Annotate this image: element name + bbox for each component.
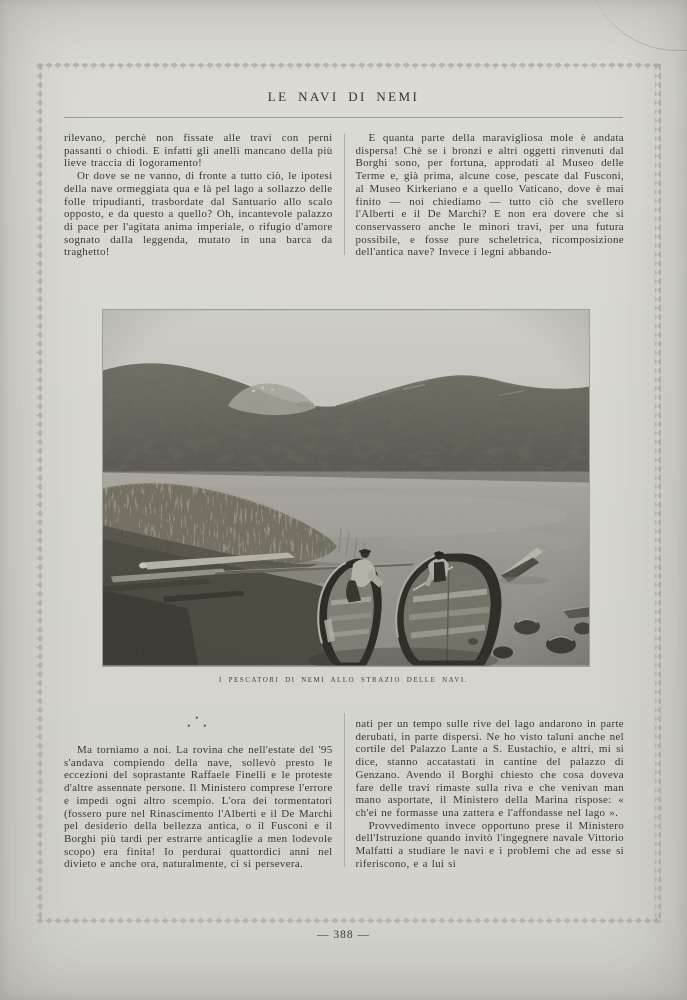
paragraph: nati per un tempo sulle rive del lago andarono in parte derubati, in parte dispersi. Ne ho visto taluni anche nel cortile del Palazzo Lante a S. Eustachio, e altri, mi si dice, stanno accatastati in cantine del palazzo di Genzano. Avendo il Borghi chiesto che cosa doveva fare delle travi rimaste sulla riva e che venivan man mano asportate, il Ministero della Marina rispose: « ch'ei ne formasse una zattera e l'affondasse nel lago ». [355, 718, 624, 819]
bottom-left-column [64, 711, 333, 871]
border-bottom [36, 917, 661, 923]
lake-nemi-photograph [103, 310, 589, 666]
bottom-right-column [356, 711, 625, 871]
page-header-title: LE NAVI DI NEMI [267, 89, 420, 104]
header-rule [64, 117, 623, 118]
asterism-dot: • [187, 721, 191, 731]
page-number: — 388 — [317, 929, 370, 941]
paragraph: Or dove se ne vanno, di fronte a tutto ciò, le ipotesi della nave ormeggiata qua e là pel lago a sollazzo delle folle tripudianti, trasbordate dal Santuario allo scalo opposto, e da questo a quello? Oh, incantevole palazzo di pace per l'agitata anima imperiale, o rifugio d'amore sognato dalla leggenda, mutato in una barca da traghetto! [64, 170, 333, 259]
paragraph: rilevano, perchè non fissate alle travi con perni passanti o chiodi. E infatti gli anelli mancano della più lieve traccia di logoramento! [64, 132, 333, 170]
border-top [36, 63, 661, 69]
top-left-column [64, 132, 333, 259]
asterism-dot: • [203, 721, 207, 731]
column-divider [344, 134, 345, 255]
photo-grain [103, 311, 589, 666]
top-right-column [356, 132, 625, 259]
paragraph: Ma torniamo a noi. La rovina che nell'estate del '95 s'andava compiendo della nave, sollevò presto le eccezioni del soprastante Raffaele Finelli e le proteste d'altre assennate persone. Il Ministero comprese l'errore e impedì ogni altro scempio. L'ora dei tormentatori (fossero pure nel Rinascimento l'Alberti e il De Marchi pel desiderio della bellezza antica, o il Fusconi e il Borghi più tardi per estrarre anticaglie a men lodevole scopo) era finita! Io perdurai quattordici anni nel divieto e anche ora, naturalmente, ci si persevera. [64, 744, 333, 871]
asterism-divider [183, 714, 213, 735]
top-text-section [64, 132, 624, 259]
column-divider [344, 713, 345, 867]
border-left [36, 63, 42, 923]
paragraph: Provvedimento invece opportuno prese il Ministero dell'Istruzione quando invitò l'ingegnere navale Vittorio Malfatti a studiare le navi e i problemi che ad esse si riferiscono, e a lui si [355, 819, 624, 870]
paragraph: E quanta parte della maravigliosa mole è andata dispersa! Chè se i bronzi e altri oggetti rinvenuti dal Borghi sono, per fortuna, approdati al Museo delle Terme e, già prima, alcune cose, pescate dal Fusconi, al Museo Kirkeriano e a quello Vaticano, dove è mai finito — noi chiediamo — tutto ciò che svellero l'Alberti e il De Marchi? E non era dovere che si conservassero anche le minori travi, per una futura possibile, e fosse pure scheletrica, ricomposizione dell'antica nave? Invece i legni abbando- [355, 132, 624, 259]
asterism-dot: • [195, 713, 199, 723]
bottom-text-section [64, 711, 624, 871]
border-right [655, 63, 661, 923]
photo-caption: I PESCATORI DI NEMI ALLO STRAZIO DELLE NAVI. [219, 676, 468, 684]
